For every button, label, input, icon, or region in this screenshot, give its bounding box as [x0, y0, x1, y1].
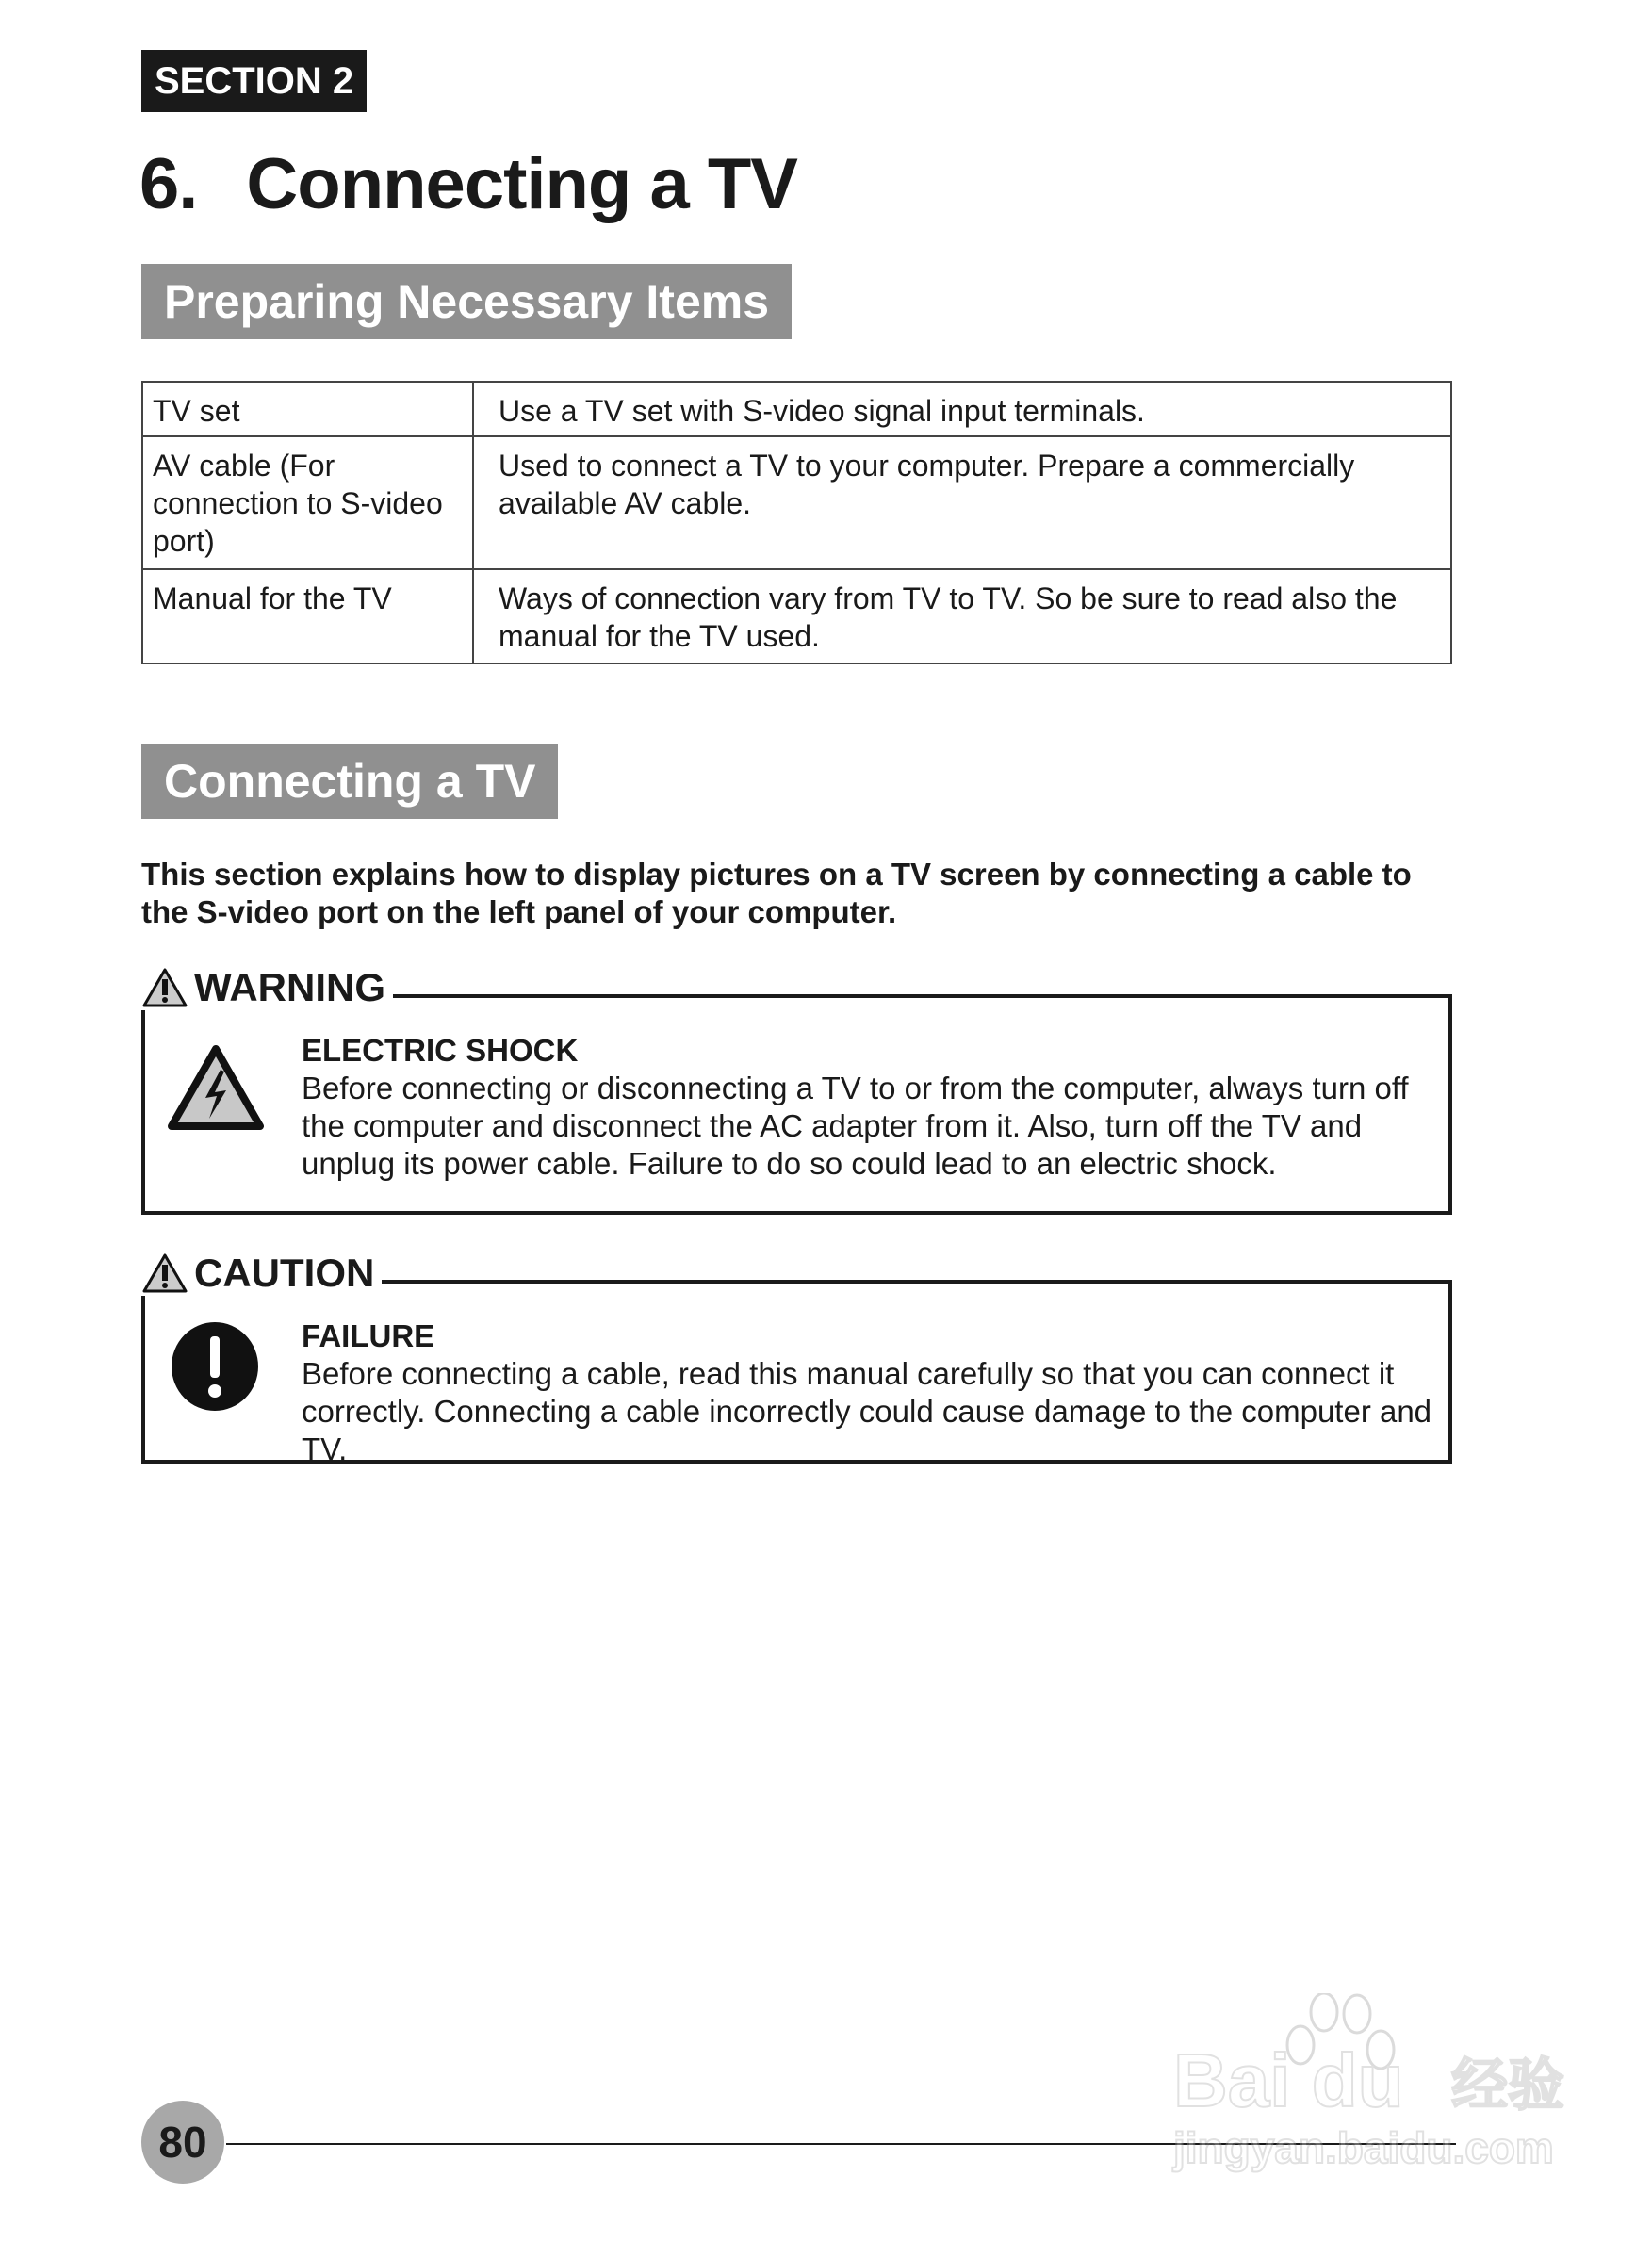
warning-text: Before connecting or disconnecting a TV to or from the computer, always turn off the computer and disconnect the AC adapter from it. Also, turn off the TV and unplug its power cable. Failure to do so could lead to an electric shock.	[302, 1071, 1409, 1181]
baidu-watermark-logo	[1169, 1993, 1564, 2182]
warning-content	[302, 1032, 1432, 1183]
table-row	[142, 569, 1451, 663]
warning-box	[141, 994, 1452, 1215]
description-cell: Used to connect a TV to your computer. Prepare a commercially available AV cable.	[473, 436, 1451, 569]
item-cell: TV set	[142, 382, 473, 436]
caution-title: FAILURE	[302, 1318, 435, 1353]
caution-triangle-icon	[141, 1252, 188, 1294]
warning-label	[141, 965, 393, 1010]
description-cell: Use a TV set with S-video signal input terminals.	[473, 382, 1451, 436]
title-number: 6.	[139, 144, 198, 224]
warning-label-text: WARNING	[194, 965, 385, 1009]
item-cell: Manual for the TV	[142, 569, 473, 663]
section-badge: SECTION 2	[141, 50, 367, 112]
caution-text: Before connecting a cable, read this manual carefully so that you can connect it correctly. Connecting a cable incorrectly could cause damage to the computer and TV.	[302, 1356, 1432, 1466]
caution-label-text: CAUTION	[194, 1251, 375, 1295]
caution-box	[141, 1280, 1452, 1464]
description-cell: Ways of connection vary from TV to TV. So be sure to read also the manual for the TV used.	[473, 569, 1451, 663]
heading-connecting-tv: Connecting a TV	[141, 744, 558, 819]
heading-preparing-items: Preparing Necessary Items	[141, 264, 792, 339]
svg-text:jingyan.baidu.com: jingyan.baidu.com	[1173, 2123, 1554, 2172]
exclamation-circle-icon	[170, 1321, 260, 1412]
page-number: 80	[141, 2101, 224, 2184]
table-row	[142, 436, 1451, 569]
items-table	[141, 381, 1452, 664]
page-title	[139, 143, 797, 225]
title-text: Connecting a TV	[246, 144, 797, 224]
warning-triangle-icon	[141, 967, 188, 1008]
table-row	[142, 382, 1451, 436]
warning-title: ELECTRIC SHOCK	[302, 1033, 579, 1068]
item-cell: AV cable (For connection to S-video port)	[142, 436, 473, 569]
caution-label	[141, 1251, 382, 1296]
svg-text:Bai du: Bai du	[1173, 2038, 1404, 2122]
caution-content	[302, 1317, 1432, 1468]
electric-shock-icon	[166, 1043, 266, 1134]
intro-text: This section explains how to display pictures on a TV screen by connecting a cable to the S-video port on the left panel of your computer.	[141, 857, 1412, 929]
svg-text:经验: 经验	[1451, 2053, 1564, 2119]
